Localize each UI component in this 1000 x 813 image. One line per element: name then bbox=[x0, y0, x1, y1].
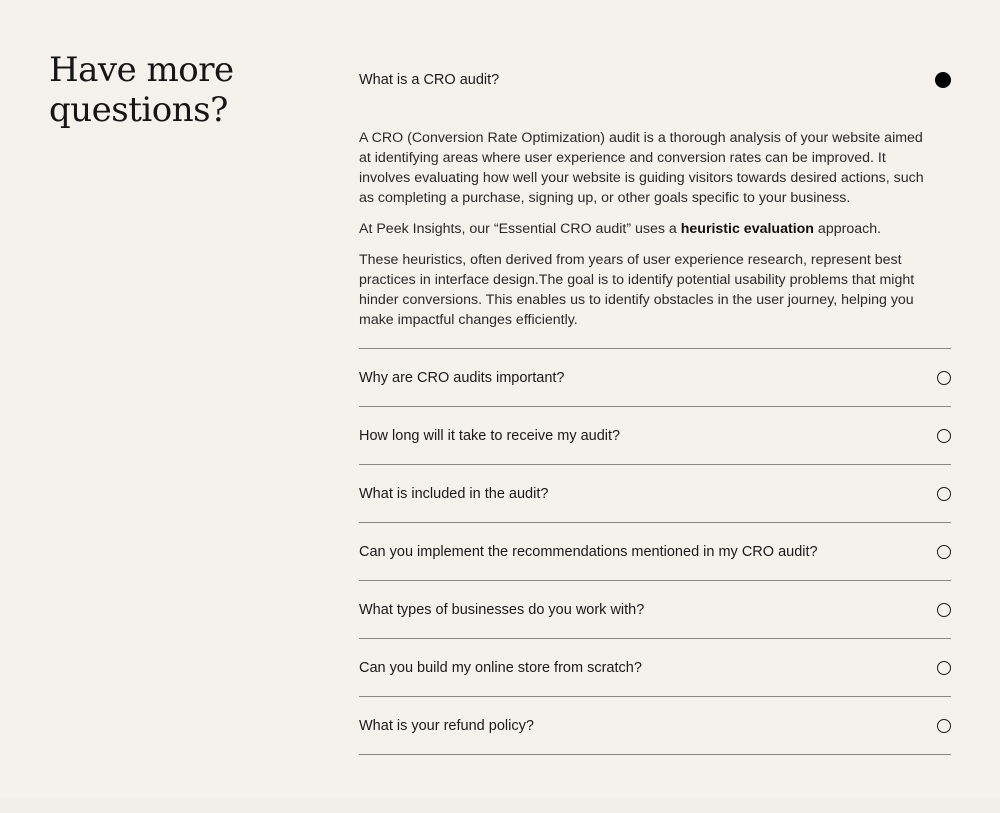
circle-outline-icon[interactable] bbox=[937, 661, 951, 675]
faq-question-toggle[interactable] bbox=[359, 697, 951, 754]
faq-question-text: Why are CRO audits important? bbox=[359, 369, 565, 386]
faq-question-text: Can you implement the recommendations mentioned in my CRO audit? bbox=[359, 543, 818, 560]
faq-question-text: What is a CRO audit? bbox=[359, 72, 500, 88]
faq-item[interactable] bbox=[359, 407, 951, 465]
faq-question-text: Can you build my online store from scratch? bbox=[359, 659, 642, 676]
circle-outline-icon[interactable] bbox=[937, 719, 951, 733]
faq-item[interactable] bbox=[359, 697, 951, 755]
faq-accordion bbox=[359, 51, 951, 755]
circle-outline-icon[interactable] bbox=[937, 371, 951, 385]
answer-paragraph: A CRO (Conversion Rate Optimization) audit is a thorough analysis of your website aimed at identifying areas where user experience and conversion rates can be improved. It involves evaluating how well your website is guiding visitors towards desired actions, such as completing a purchase, signing up, or other goals specific to your business. bbox=[359, 130, 924, 206]
faq-item[interactable] bbox=[359, 349, 951, 407]
answer-text: approach. bbox=[813, 221, 882, 237]
filled-dot-icon[interactable] bbox=[935, 72, 951, 88]
circle-outline-icon[interactable] bbox=[937, 487, 951, 501]
faq-question-toggle[interactable] bbox=[359, 581, 951, 638]
faq-question-toggle[interactable] bbox=[359, 523, 951, 580]
faq-answer bbox=[359, 109, 951, 348]
faq-question-text: What is included in the audit? bbox=[359, 485, 549, 502]
faq-item[interactable] bbox=[359, 581, 951, 639]
faq-question-text: What is your refund policy? bbox=[359, 717, 534, 734]
faq-question-text: How long will it take to receive my audit? bbox=[359, 427, 621, 444]
circle-outline-icon[interactable] bbox=[937, 603, 951, 617]
faq-item[interactable] bbox=[359, 523, 951, 581]
faq-item[interactable] bbox=[359, 465, 951, 523]
faq-question-toggle[interactable] bbox=[359, 639, 951, 696]
faq-item-open bbox=[359, 51, 951, 349]
faq-question-toggle[interactable] bbox=[359, 465, 951, 522]
faq-question-toggle[interactable] bbox=[359, 349, 951, 406]
circle-outline-icon[interactable] bbox=[937, 429, 951, 443]
answer-paragraph bbox=[359, 219, 925, 239]
answer-paragraph: These heuristics, often derived from years of user experience research, represent best practices in interface design.The goal is to identify potential usability problems that might hinder conversions. This enables us to identify obstacles in the user journey, helping you make impactful changes efficiently. bbox=[359, 252, 915, 328]
faq-question-toggle[interactable] bbox=[359, 407, 951, 464]
faq-item[interactable] bbox=[359, 639, 951, 697]
faq-question-toggle[interactable] bbox=[359, 51, 951, 109]
circle-outline-icon[interactable] bbox=[937, 545, 951, 559]
answer-text: At Peek Insights, our “Essential CRO audit” uses a bbox=[359, 221, 681, 237]
faq-question-text: What types of businesses do you work with? bbox=[359, 601, 645, 618]
section-heading: Have more questions? bbox=[49, 50, 234, 130]
answer-bold-text: heuristic evaluation bbox=[680, 221, 814, 237]
